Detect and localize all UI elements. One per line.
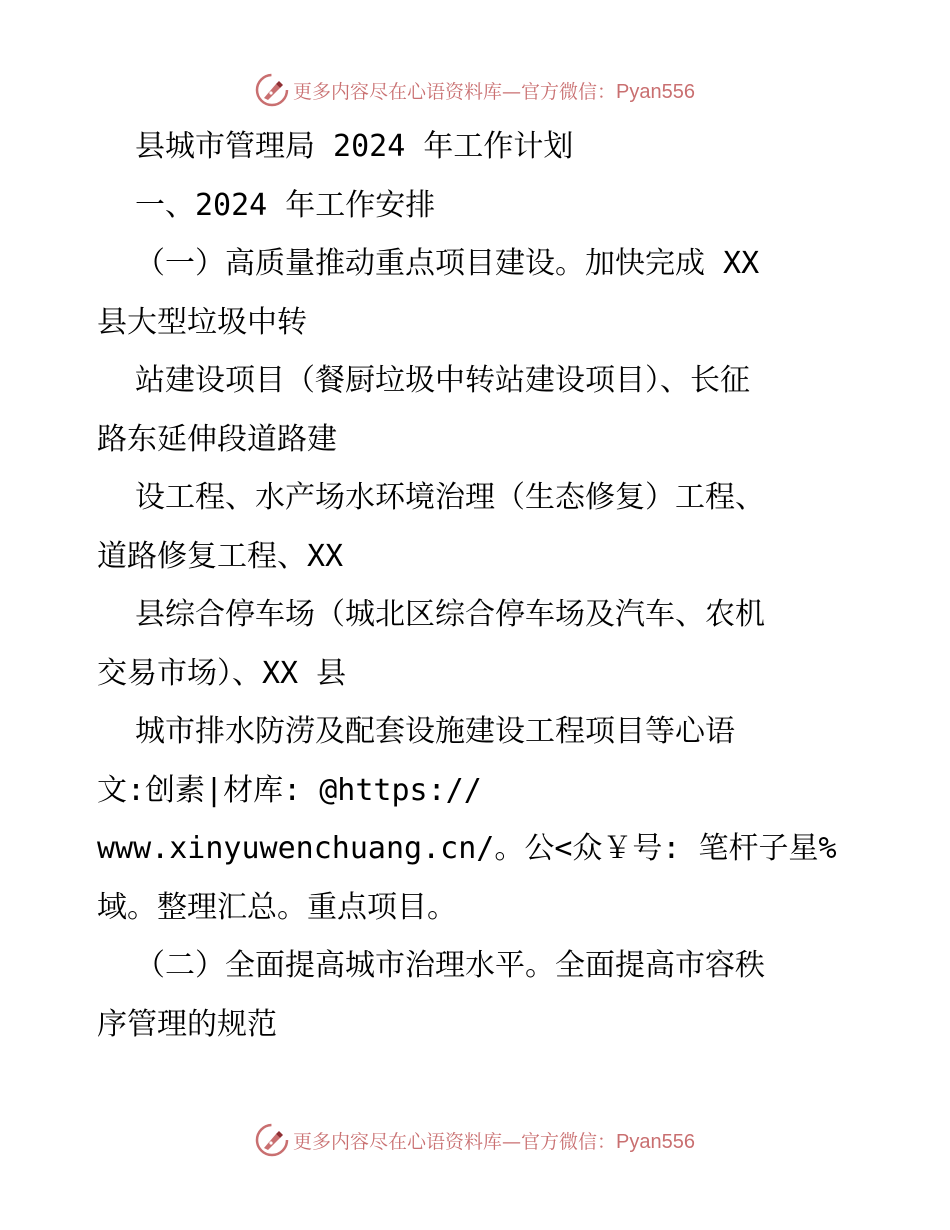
watermark-text: 更多内容尽在心语资料库—官方微信：Pyan556 [293,80,695,103]
document-line: 序管理的规范 [97,1006,277,1042]
document-line: 县大型垃圾中转 [97,304,307,340]
document-body [97,118,857,1054]
document-line: www.xinyuwenchuang.cn/。公<众￥号: 笔杆子星% [97,831,837,866]
document-line: 城市排水防涝及配套设施建设工程项目等心语 [135,714,735,749]
watermark-banner-bottom [0,1120,950,1160]
pen-nib-logo-icon [255,73,289,107]
watermark-banner-top [0,70,950,110]
pen-nib-logo-icon [255,1123,289,1157]
document-line: （一）高质量推动重点项目建设。加快完成 XX [135,246,760,281]
document-line: 一、2024 年工作安排 [135,187,436,223]
document-line: 设工程、水产场水环境治理（生态修复）工程、 [135,480,765,515]
watermark-wechat-id: Pyan556 [616,1130,695,1153]
document-line: 文:创素|材库: @https:// [97,772,482,808]
document-line: 域。整理汇总。重点项目。 [97,889,457,925]
document-line: 站建设项目（餐厨垃圾中转站建设项目）、长征 [135,363,750,398]
document-line: 县综合停车场（城北区综合停车场及汽车、农机 [135,597,765,632]
document-line: （二）全面提高城市治理水平。全面提高市容秩 [135,948,765,983]
document-line: 县城市管理局 2024 年工作计划 [135,129,574,164]
watermark-wechat-id: Pyan556 [616,80,695,103]
document-line: 路东延伸段道路建 [97,421,337,457]
document-line: 道路修复工程、XX [97,538,344,574]
watermark-text: 更多内容尽在心语资料库—官方微信：Pyan556 [293,1130,695,1153]
document-line: 交易市场）、XX 县 [97,655,347,691]
